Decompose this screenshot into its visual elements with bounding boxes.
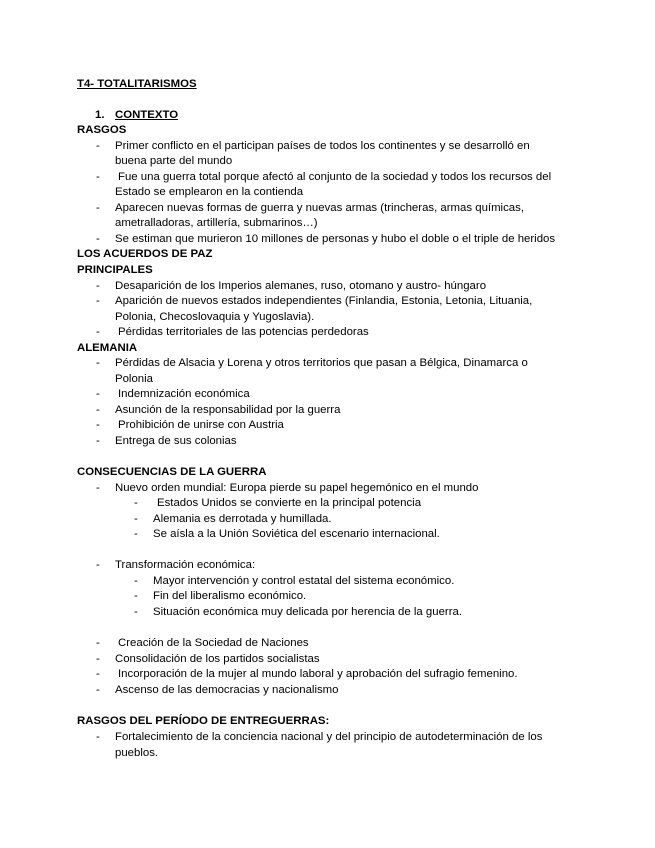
list-item: Transformación económica: (115, 559, 256, 571)
bullet-dash: - (96, 559, 100, 571)
sub-bullet-dash: - (134, 606, 138, 618)
bullet-dash: - (96, 435, 100, 447)
heading-principales: PRINCIPALES (77, 264, 153, 276)
list-item-continuation: Polonia, Checoslovaquia y Yugoslavia). (115, 311, 315, 323)
list-item: Ascenso de las democracias y nacionalismo (115, 684, 339, 696)
bullet-dash: - (96, 404, 100, 416)
list-item: Creación de la Sociedad de Naciones (118, 637, 309, 649)
sub-bullet-dash: - (134, 575, 138, 587)
list-item: Incorporación de la mujer al mundo laboral y aprobación del sufragio femenino. (118, 668, 518, 680)
heading-acuerdos: LOS ACUERDOS DE PAZ (77, 248, 213, 260)
bullet-dash: - (96, 295, 100, 307)
list-item: Fortalecimiento de la conciencia nacional y del principio de autodeterminación de los (115, 731, 543, 743)
section-title: CONTEXTO (115, 109, 179, 121)
list-item-continuation: buena parte del mundo (115, 155, 233, 167)
bullet-dash: - (96, 419, 100, 431)
sub-bullet-dash: - (134, 590, 138, 602)
bullet-dash: - (96, 202, 100, 214)
list-item: Nuevo orden mundial: Europa pierde su papel hegemónico en el mundo (115, 482, 479, 494)
list-item-continuation: pueblos. (115, 747, 159, 759)
bullet-dash: - (96, 388, 100, 400)
list-item: Fue una guerra total porque afectó al conjunto de la sociedad y todos los recursos del (118, 171, 552, 183)
list-item: Prohibición de unirse con Austria (118, 419, 284, 431)
list-item: Pérdidas territoriales de las potencias perdedoras (118, 326, 369, 338)
list-item: Pérdidas de Alsacia y Lorena y otros territorios que pasan a Bélgica, Dinamarca o (115, 357, 528, 369)
bullet-dash: - (96, 233, 100, 245)
list-item: Indemnización económica (118, 388, 250, 400)
heading-alemania: ALEMANIA (77, 342, 138, 354)
sub-list-item: Alemania es derrotada y humillada. (153, 513, 332, 525)
list-item: Entrega de sus colonias (115, 435, 237, 447)
list-item: Aparición de nuevos estados independientes (Finlandia, Estonia, Letonia, Lituania, (115, 295, 533, 307)
sub-list-item: Estados Unidos se convierte en la principal potencia (157, 497, 422, 509)
bullet-dash: - (96, 653, 100, 665)
bullet-dash: - (96, 357, 100, 369)
bullet-dash: - (96, 637, 100, 649)
list-item: Consolidación de los partidos socialistas (115, 653, 320, 665)
list-item: Asunción de la responsabilidad por la guerra (115, 404, 341, 416)
section-number: 1. (95, 109, 105, 121)
bullet-dash: - (96, 731, 100, 743)
list-item: Aparecen nuevas formas de guerra y nuevas armas (trincheras, armas químicas, (115, 202, 524, 214)
bullet-dash: - (96, 684, 100, 696)
bullet-dash: - (96, 326, 100, 338)
list-item-continuation: Estado se emplearon en la contienda (115, 186, 304, 198)
list-item: Primer conflicto en el participan países de todos los continentes y se desarrolló en (115, 140, 530, 152)
sub-bullet-dash: - (134, 513, 138, 525)
sub-list-item: Se aísla a la Unión Soviética del escenario internacional. (153, 528, 440, 540)
bullet-dash: - (96, 140, 100, 152)
bullet-dash: - (96, 482, 100, 494)
heading-consecuencias: CONSECUENCIAS DE LA GUERRA (77, 466, 267, 478)
sub-list-item: Situación económica muy delicada por herencia de la guerra. (153, 606, 462, 618)
bullet-dash: - (96, 668, 100, 680)
sub-bullet-dash: - (134, 497, 138, 509)
heading-rasgos: RASGOS (77, 124, 127, 136)
heading-entreguerras: RASGOS DEL PERÍODO DE ENTREGUERRAS: (77, 715, 330, 727)
sub-list-item: Mayor intervención y control estatal del sistema económico. (153, 575, 455, 587)
bullet-dash: - (96, 280, 100, 292)
sub-bullet-dash: - (134, 528, 138, 540)
list-item: Se estiman que murieron 10 millones de personas y hubo el doble o el triple de heridos (115, 233, 556, 245)
bullet-dash: - (96, 171, 100, 183)
list-item-continuation: ametralladoras, artillería, submarinos…) (115, 217, 318, 229)
sub-list-item: Fin del liberalismo económico. (153, 590, 307, 602)
list-item: Desaparición de los Imperios alemanes, ruso, otomano y austro- húngaro (115, 280, 487, 292)
document-title: T4- TOTALITARISMOS (77, 78, 197, 90)
list-item-continuation: Polonia (115, 373, 153, 385)
